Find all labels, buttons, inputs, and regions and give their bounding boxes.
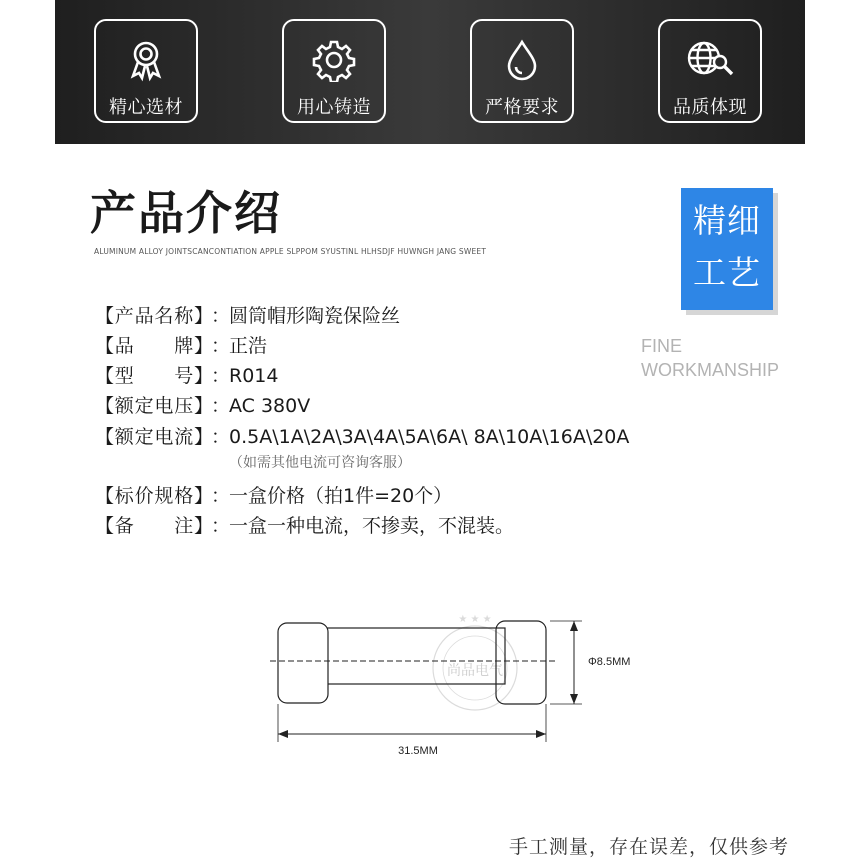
spec-value: 圆筒帽形陶瓷保险丝 — [229, 305, 401, 327]
workmanship-badge — [681, 188, 773, 310]
section-subtitle: ALUMINUM ALLOY JOINTSCANCONTIATION APPLE SLPPOM SYUSTINL HLHSDJF HUWNGH JANG SWEET — [94, 247, 487, 256]
spec-label: 【额定电流】 — [95, 426, 213, 448]
top-banner — [55, 0, 805, 144]
medal-icon — [96, 37, 196, 83]
badge-line-2: 工艺 — [693, 253, 761, 292]
svg-text:★ ★ ★: ★ ★ ★ — [458, 614, 492, 625]
caption-line-1: FINE — [641, 336, 683, 356]
fuse-dimension-diagram — [270, 608, 650, 768]
watermark-text: 尚品电气 — [447, 663, 503, 679]
spec-label: 【标价规格】 — [95, 485, 213, 507]
spec-label: 【型 号】 — [95, 365, 213, 387]
spec-label: 【产品名称】 — [95, 305, 213, 327]
feature-card-casting — [282, 19, 386, 123]
caption-line-2: WORKMANSHIP — [641, 360, 780, 380]
spec-colon: ： — [211, 485, 231, 507]
fuse-cap-right — [496, 621, 546, 704]
spec-label: 【备 注】 — [95, 515, 213, 537]
diameter-label: Φ8.5MM — [588, 656, 631, 668]
feature-label: 用心铸造 — [297, 97, 371, 118]
spec-label: 【额定电压】 — [95, 395, 213, 417]
feature-label: 严格要求 — [485, 97, 559, 118]
spec-value: R014 — [229, 365, 279, 387]
spec-value: 一盒价格（拍1件=20个） — [229, 485, 453, 507]
section-title: 产品介绍 — [90, 186, 282, 240]
feature-card-quality — [658, 19, 762, 123]
feature-label: 精心选材 — [109, 97, 183, 118]
spec-colon: ： — [211, 335, 231, 357]
badge-line-1: 精细 — [693, 201, 761, 240]
spec-colon: ： — [211, 365, 231, 387]
fuse-cap-left — [278, 623, 328, 703]
globe-search-icon — [660, 37, 760, 83]
spec-value: 正浩 — [229, 335, 268, 357]
water-drop-icon — [472, 37, 572, 83]
spec-colon: ： — [211, 305, 231, 327]
gear-icon — [284, 37, 384, 83]
spec-value: AC 380V — [229, 395, 311, 417]
spec-colon: ： — [211, 395, 231, 417]
length-label: 31.5MM — [398, 745, 438, 757]
feature-card-strict — [470, 19, 574, 123]
workmanship-caption — [641, 334, 779, 382]
feature-card-material — [94, 19, 198, 123]
spec-value: 0.5A\1A\2A\3A\4A\5A\6A\ 8A\10A\16A\20A — [229, 426, 630, 448]
fuse-drawing — [270, 608, 650, 768]
spec-value: 一盒一种电流，不掺卖，不混装。 — [229, 515, 515, 537]
current-note: （如需其他电流可咨询客服） — [229, 455, 411, 471]
feature-label: 品质体现 — [673, 97, 747, 118]
measurement-disclaimer: 手工测量，存在误差，仅供参考 — [509, 836, 790, 858]
spec-colon: ： — [211, 426, 231, 448]
spec-label: 【品 牌】 — [95, 335, 213, 357]
spec-colon: ： — [211, 515, 231, 537]
